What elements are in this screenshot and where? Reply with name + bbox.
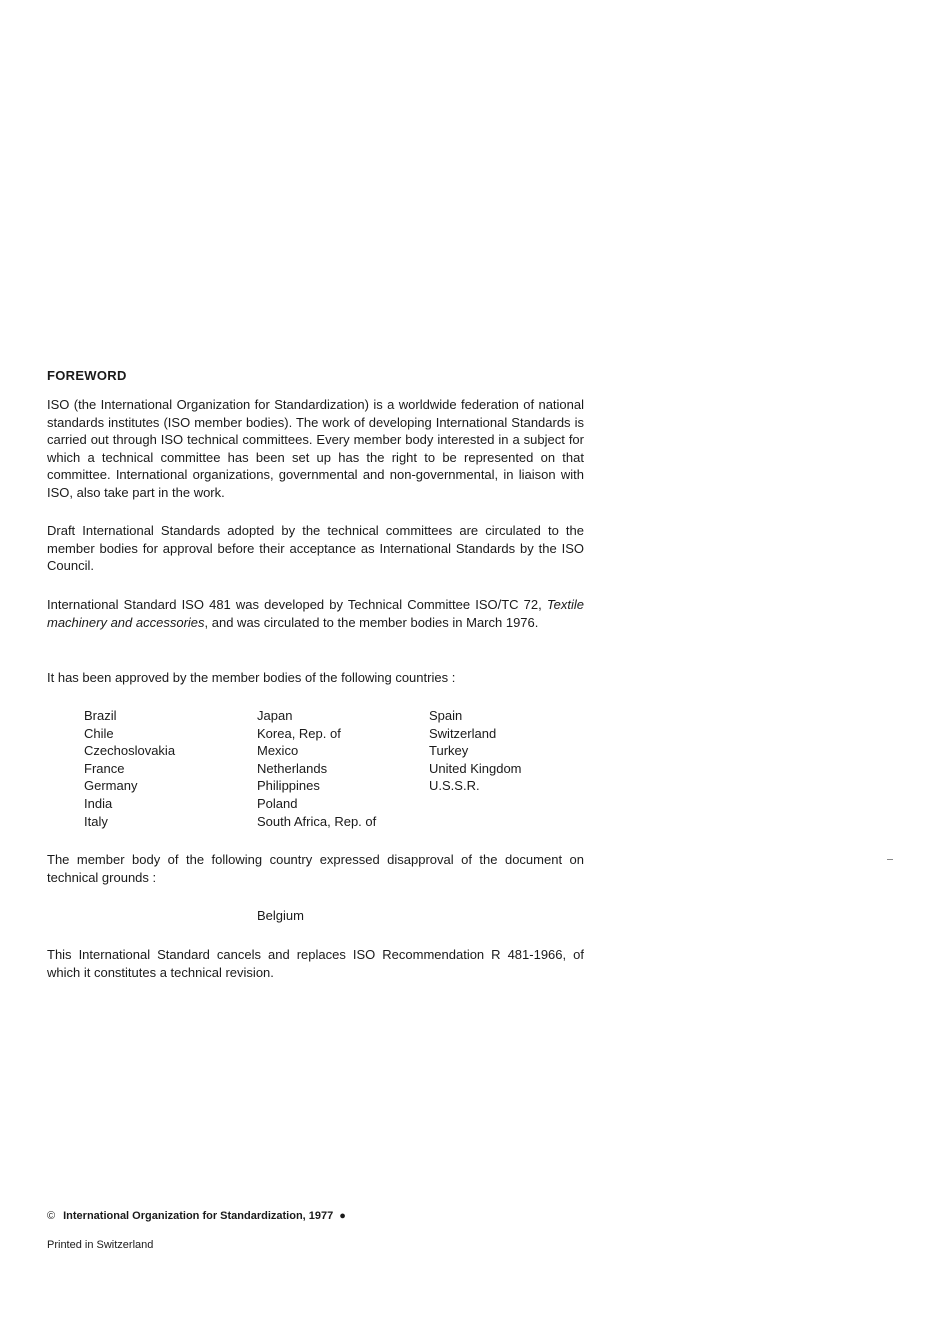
foreword-paragraph-drafts: Draft International Standards adopted by the technical committees are circulated to the member bodies for approval before their acceptance as International Standards by the ISO Council. bbox=[47, 523, 584, 574]
countries-column-1 bbox=[84, 707, 254, 830]
development-text-end: , and was circulated to the member bodies in March 1976. bbox=[204, 614, 539, 630]
revision-note: This International Standard cancels and replaces ISO Recommendation R 481-1966, of which it constitutes a technical revision. bbox=[47, 947, 584, 980]
country-item: France bbox=[84, 760, 125, 776]
country-item: Switzerland bbox=[429, 725, 497, 741]
country-item: South Africa, Rep. of bbox=[257, 813, 377, 829]
page-heading: FOREWORD bbox=[47, 368, 127, 383]
countries-column-2 bbox=[257, 707, 427, 830]
development-text-start: International Standard ISO 481 was developed by Technical Committee ISO/TC 72, bbox=[47, 597, 547, 612]
country-item: United Kingdom bbox=[429, 760, 522, 776]
country-item: Poland bbox=[257, 795, 298, 811]
country-item: Korea, Rep. of bbox=[257, 725, 341, 741]
printed-location: Printed in Switzerland bbox=[47, 1239, 154, 1251]
country-item: Philippines bbox=[257, 778, 320, 794]
copyright-text: International Organization for Standardization, 1977 bbox=[63, 1210, 334, 1222]
country-item: India bbox=[84, 795, 113, 811]
copyright-line bbox=[47, 1210, 346, 1222]
country-item: Czechoslovakia bbox=[84, 743, 176, 759]
country-item: Netherlands bbox=[257, 760, 328, 776]
foreword-paragraph-development bbox=[47, 596, 584, 631]
disapproving-country: Belgium bbox=[257, 908, 304, 923]
bullet-icon: ● bbox=[339, 1210, 346, 1222]
committee-title: Textile machinery and accessories bbox=[47, 597, 584, 630]
country-item: Brazil bbox=[84, 708, 117, 723]
country-item: U.S.S.R. bbox=[429, 778, 480, 794]
country-item: Italy bbox=[84, 813, 108, 829]
countries-column-3 bbox=[429, 707, 599, 795]
country-item: Japan bbox=[257, 708, 293, 723]
country-item: Mexico bbox=[257, 743, 299, 759]
scan-speck bbox=[887, 859, 893, 860]
foreword-paragraph-iso: ISO (the International Organization for Standardization) is a worldwide federation of national standards institutes (ISO member bodies). The work of developing International Standards is carried out through ISO technical committees. Every member body interested in a subject for which a technical committee has been set up has the right to be represented on that committee. International organizations, governmental and non-governmental, in liaison with ISO, also take part in the work. bbox=[47, 397, 584, 500]
copyright-symbol: © bbox=[47, 1210, 56, 1222]
approval-intro: It has been approved by the member bodies of the following countries : bbox=[47, 670, 456, 685]
country-item: Turkey bbox=[429, 743, 469, 759]
disapproval-intro: The member body of the following country expressed disapproval of the document on technical grounds : bbox=[47, 852, 584, 885]
country-item: Spain bbox=[429, 708, 463, 723]
country-item: Germany bbox=[84, 778, 138, 794]
country-item: Chile bbox=[84, 725, 114, 741]
